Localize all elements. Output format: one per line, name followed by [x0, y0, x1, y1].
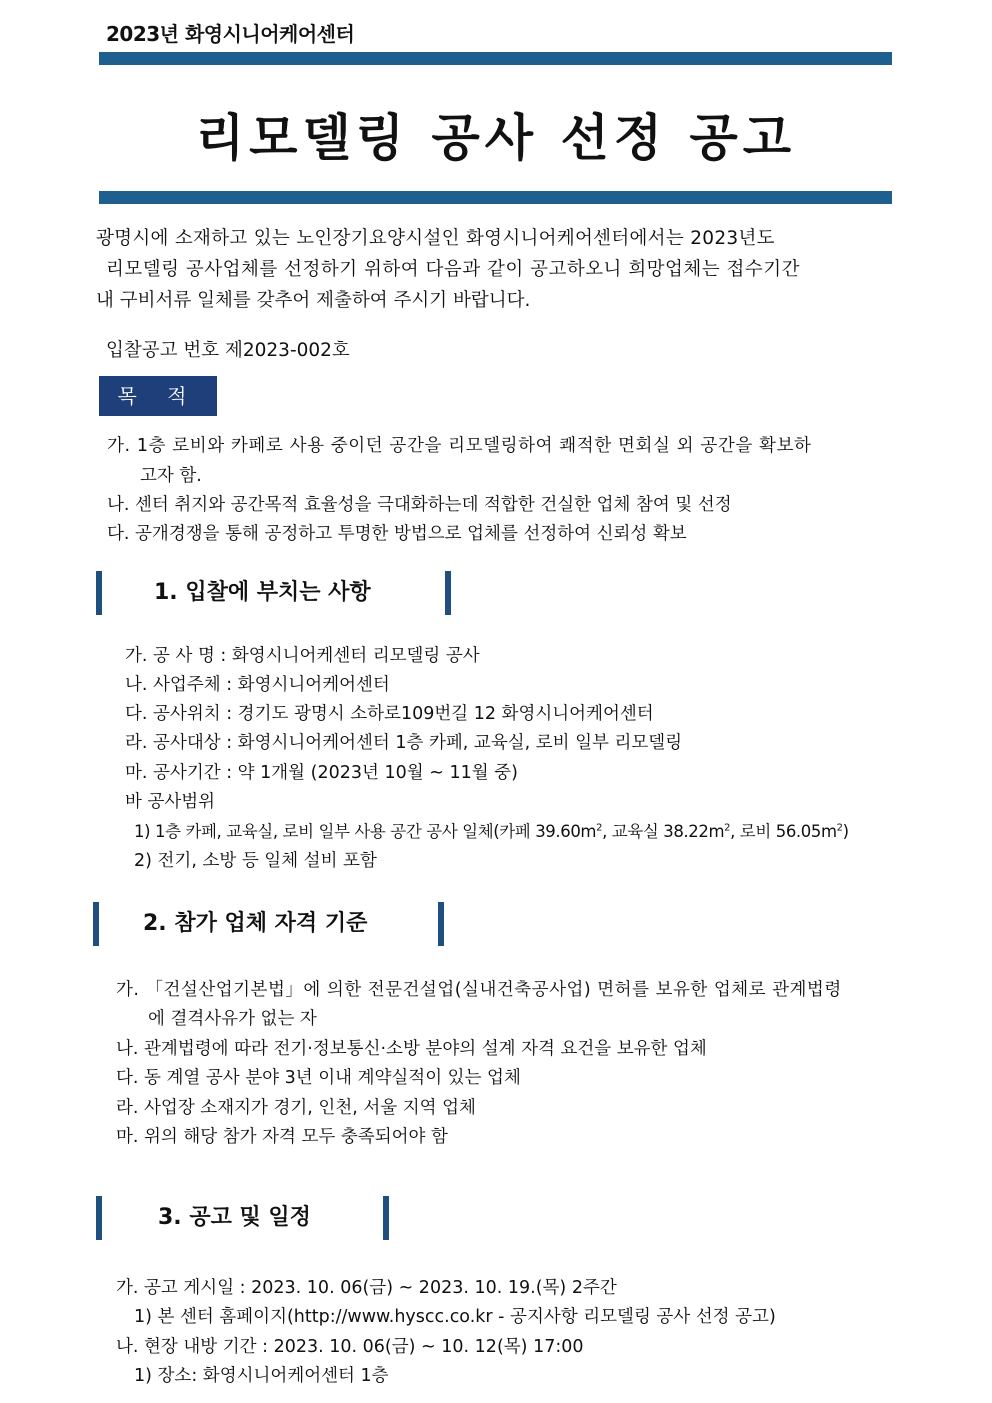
section-bar-left	[93, 902, 99, 946]
purpose-badge: 목 적	[99, 376, 217, 416]
list-item: 나. 센터 취지와 공간목적 효율성을 극대화하는데 적합한 건실한 업체 참여 및 선정	[107, 495, 732, 515]
list-item: 바 공사범위	[125, 792, 216, 812]
title-divider-bar	[99, 191, 892, 204]
section-bar-left	[96, 571, 102, 615]
section-bar-right	[445, 571, 451, 615]
section-heading-1	[96, 571, 456, 615]
section-title: 2. 참가 업체 자격 기준	[143, 911, 368, 936]
list-item: 다. 공개경쟁을 통해 공정하고 투명한 방법으로 업체를 선정하여 신뢰성 확보	[107, 524, 687, 544]
list-item: 나. 현장 내방 기간 : 2023. 10. 06(금) ~ 10. 12(목) 17:00	[116, 1337, 584, 1357]
list-item: 마. 공사기간 : 약 1개월 (2023년 10월 ~ 11월 중)	[125, 763, 518, 783]
list-item: 다. 공사위치 : 경기도 광명시 소하로109번길 12 화영시니어케어센터	[125, 704, 654, 724]
list-item: 라. 공사대상 : 화영시니어케어센터 1층 카페, 교육실, 로비 일부 리모델링	[125, 733, 683, 753]
list-item: 고자 함.	[140, 466, 202, 486]
intro-line: 리모델링 공사업체를 선정하기 위하여 다음과 같이 공고하오니 희망업체는 접수기간	[106, 259, 801, 280]
section-title: 1. 입찰에 부치는 사항	[154, 580, 371, 605]
list-item: 가. 공고 게시일 : 2023. 10. 06(금) ~ 2023. 10. 19.(목) 2주간	[116, 1278, 617, 1298]
list-item: 1) 장소: 화영시니어케어센터 1층	[134, 1366, 389, 1386]
list-item: 마. 위의 해당 참가 자격 모두 충족되어야 함	[116, 1127, 448, 1147]
list-item: 가. 공 사 명 : 화영시니어케센터 리모델링 공사	[125, 646, 480, 666]
intro-line: 광명시에 소재하고 있는 노인장기요양시설인 화영시니어케어센터에서는 2023년도	[96, 228, 775, 249]
list-item-scope-1: 1) 1층 카페, 교육실, 로비 일부 사용 공간 공사 일체(카페 $39.60m^2$, 교육실 $38.22m^2$, 로비 $56.05m^2$)	[134, 822, 849, 841]
list-item: 에 결격사유가 없는 자	[148, 1009, 317, 1029]
intro-paragraph	[96, 223, 901, 316]
section-heading-3	[96, 1196, 392, 1240]
intro-line: 내 구비서류 일체를 갖추어 제출하여 주시기 바랍니다.	[96, 290, 531, 311]
top-divider-bar	[99, 52, 892, 65]
list-item: 나. 사업주체 : 화영시니어케어센터	[125, 675, 390, 695]
section-heading-2	[93, 902, 445, 946]
section-title: 3. 공고 및 일정	[158, 1205, 311, 1230]
section-bar-right	[438, 902, 444, 946]
header-org: 2023년 화영시니어케어센터	[106, 22, 355, 46]
section-bar-left	[96, 1196, 102, 1240]
list-item: 가. 「건설산업기본법」에 의한 전문건설업(실내건축공사업) 면허를 보유한 업체로 관계법령	[116, 980, 842, 1000]
list-item: 가. 1층 로비와 카페로 사용 중이던 공간을 리모델링하여 쾌적한 면회실 외 공간을 확보하	[107, 436, 812, 456]
page-title: 리모델링 공사 선정 공고	[195, 109, 797, 167]
notice-number: 입찰공고 번호 제2023-002호	[106, 340, 350, 361]
list-item: 라. 사업장 소재지가 경기, 인천, 서울 지역 업체	[116, 1098, 476, 1118]
section-bar-right	[383, 1196, 389, 1240]
list-item: 나. 관계법령에 따라 전기·정보통신·소방 분야의 설계 자격 요건을 보유한 업체	[116, 1039, 707, 1059]
list-item: 1) 본 센터 홈페이지(http://www.hyscc.co.kr - 공지사항 리모델링 공사 선정 공고)	[134, 1307, 776, 1327]
list-item: 다. 동 계열 공사 분야 3년 이내 계약실적이 있는 업체	[116, 1068, 521, 1088]
list-item: 2) 전기, 소방 등 일체 설비 포함	[134, 851, 377, 871]
